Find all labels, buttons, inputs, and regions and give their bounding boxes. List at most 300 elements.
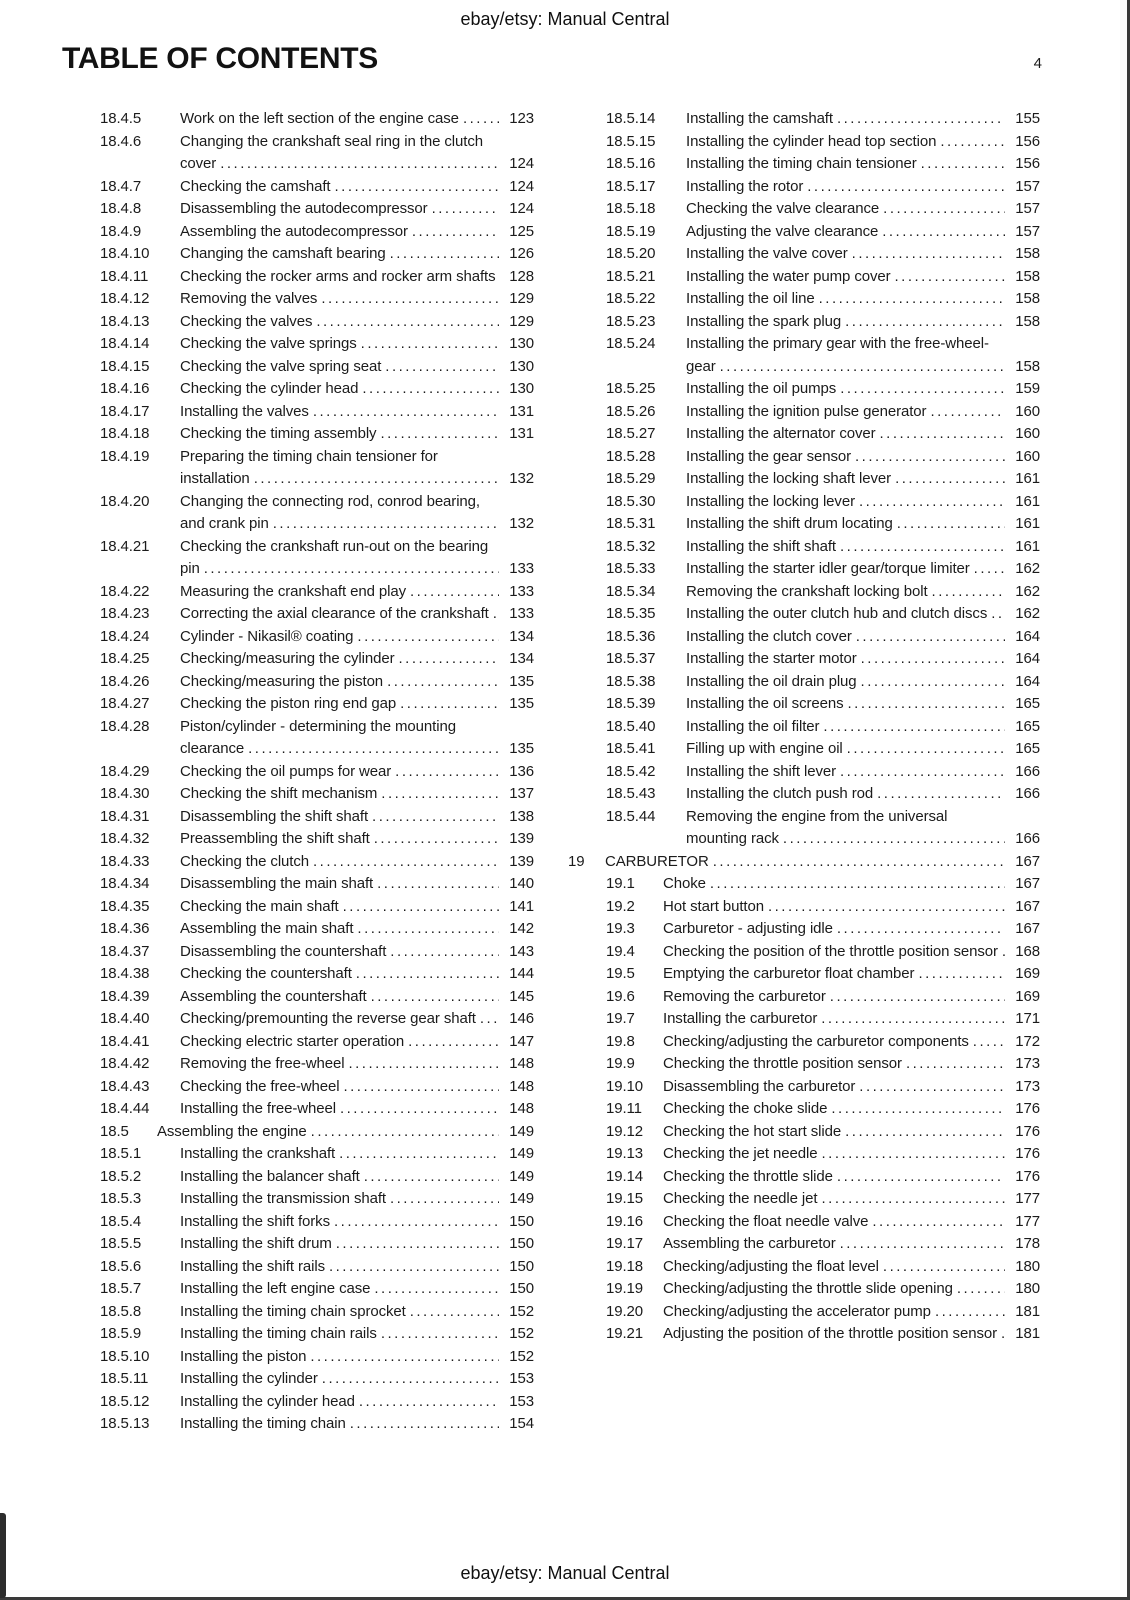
toc-entry-page: 162	[1015, 582, 1040, 600]
toc-entry-number: 18.5.3	[100, 1190, 142, 1207]
toc-entry-number: 18.5.2	[100, 1167, 142, 1185]
toc-entry[interactable]	[62, 851, 534, 874]
toc-entry[interactable]	[568, 401, 1040, 424]
toc-entry[interactable]	[62, 1278, 534, 1301]
toc-entry[interactable]	[568, 266, 1040, 289]
toc-entry-number: 18.4.7	[100, 177, 142, 195]
toc-entry[interactable]	[568, 1278, 1040, 1301]
toc-entry-page: 157	[1015, 200, 1040, 217]
toc-entry[interactable]	[62, 1008, 534, 1031]
toc-entry[interactable]	[568, 423, 1040, 446]
toc-entry-title: Checking the valve spring seat	[180, 357, 382, 375]
header-text: ebay/etsy: Manual Central	[460, 9, 670, 29]
toc-entry[interactable]	[568, 671, 1040, 694]
toc-entry[interactable]	[568, 1211, 1040, 1234]
toc-entry-title: Installing the starter motor	[686, 650, 857, 667]
toc-entry-number: 18.5.16	[606, 155, 656, 172]
toc-entry[interactable]	[568, 1098, 1040, 1121]
toc-entry[interactable]	[568, 198, 1040, 221]
toc-entry-number: 18.4.21	[100, 537, 150, 555]
toc-entry[interactable]	[568, 851, 1040, 874]
toc-entry-page: 133	[509, 582, 534, 600]
toc-entry-title: Installing the cylinder head	[180, 1392, 355, 1410]
toc-entry[interactable]	[568, 806, 1040, 851]
toc-column-left	[62, 108, 534, 1436]
toc-entry-page: 141	[509, 897, 534, 915]
toc-entry[interactable]	[62, 131, 534, 176]
toc-entry-number: 19.1	[606, 875, 635, 892]
toc-entry-number: 18.5.23	[606, 312, 656, 330]
toc-entry-title: Changing the crankshaft seal ring in the clutch cover	[180, 132, 483, 172]
toc-entry[interactable]	[62, 986, 534, 1009]
toc-entry[interactable]	[568, 693, 1040, 716]
toc-entry[interactable]	[62, 1031, 534, 1054]
toc-column-right	[568, 108, 1040, 1436]
toc-entry-page: 156	[1015, 132, 1040, 150]
toc-entry-title: Installing the shift lever	[686, 762, 836, 780]
toc-entry-title: Installing the timing chain tensioner	[686, 155, 917, 172]
toc-entry-page: 148	[509, 1077, 534, 1095]
toc-entry[interactable]	[568, 221, 1040, 244]
toc-entry[interactable]	[62, 1076, 534, 1099]
toc-entry[interactable]	[62, 266, 534, 289]
toc-entry[interactable]	[568, 738, 1040, 761]
toc-entry-number: 18.5.26	[606, 402, 656, 420]
toc-entry-number: 19.14	[606, 1167, 644, 1185]
toc-entry[interactable]	[568, 986, 1040, 1009]
toc-entry[interactable]	[568, 468, 1040, 491]
toc-entry[interactable]	[568, 941, 1040, 964]
toc-entry-page: 158	[1015, 267, 1040, 285]
toc-entry-number: 18.5.36	[606, 627, 656, 645]
toc-entry-page: 149	[509, 1167, 534, 1185]
toc-entry-title: Choke	[663, 875, 706, 892]
toc-entry[interactable]	[62, 806, 534, 829]
toc-entry-title: Checking/adjusting the float level	[663, 1257, 879, 1275]
toc-entry-page: 124	[509, 177, 534, 195]
toc-entry-number: 19.19	[606, 1280, 644, 1297]
toc-entry[interactable]	[568, 491, 1040, 514]
toc-entry[interactable]	[568, 558, 1040, 581]
toc-entry[interactable]	[62, 221, 534, 244]
toc-entry[interactable]	[568, 1121, 1040, 1144]
toc-entry[interactable]	[568, 536, 1040, 559]
toc-entry-page: 155	[1015, 110, 1040, 127]
toc-entry-title: Checking/adjusting the throttle slide opening	[663, 1280, 953, 1297]
toc-entry[interactable]	[568, 1188, 1040, 1211]
toc-entry[interactable]	[62, 311, 534, 334]
toc-entry-number: 18.4.11	[100, 267, 149, 285]
toc-entry-page: 173	[1015, 1055, 1040, 1072]
toc-entry[interactable]	[568, 288, 1040, 311]
toc-entry[interactable]	[62, 693, 534, 716]
toc-entry-title: Installing the shift drum locating	[686, 515, 893, 532]
toc-entry-number: 18.4.36	[100, 920, 150, 937]
toc-entry-page: 161	[1015, 537, 1040, 555]
toc-entry-page: 132	[509, 515, 534, 532]
toc-entry-title: Installing the starter idler gear/torque limiter	[686, 560, 970, 577]
toc-entry-page: 144	[509, 965, 534, 982]
toc-entry[interactable]	[568, 896, 1040, 919]
title-row	[62, 42, 1042, 76]
toc-entry-title: Installing the primary gear with the free-wheel-gear	[686, 335, 989, 375]
toc-entry[interactable]	[62, 1256, 534, 1279]
toc-entry-title: Installing the free-wheel	[180, 1100, 336, 1117]
toc-entry-page: 178	[1015, 1235, 1040, 1252]
toc-entry-page: 159	[1015, 380, 1040, 397]
toc-entry[interactable]	[62, 423, 534, 446]
toc-entry[interactable]	[62, 716, 534, 761]
toc-entry[interactable]	[568, 626, 1040, 649]
toc-entry-page: 139	[509, 852, 534, 870]
toc-entry-number: 18.5.5	[100, 1235, 142, 1252]
toc-entry-title: Installing the valve cover	[686, 245, 848, 262]
toc-entry[interactable]	[62, 671, 534, 694]
toc-entry-page: 129	[509, 290, 534, 307]
toc-entry[interactable]	[62, 1121, 534, 1144]
toc-entry-page: 176	[1015, 1122, 1040, 1140]
toc-entry[interactable]	[62, 108, 534, 131]
toc-entry-page: 142	[509, 920, 534, 937]
toc-entry-number: 18.4.14	[100, 335, 150, 352]
toc-entry-page: 168	[1015, 942, 1040, 960]
toc-entry-number: 18.4.39	[100, 987, 150, 1005]
toc-entry-number: 18.4.15	[100, 357, 150, 375]
toc-entry-title: Checking the jet needle	[663, 1145, 818, 1162]
toc-entry[interactable]	[568, 1053, 1040, 1076]
toc-entry[interactable]	[62, 1233, 534, 1256]
toc-entry[interactable]	[568, 1256, 1040, 1279]
toc-entry-title: Checking electric starter operation	[180, 1032, 405, 1050]
toc-entry-title: Installing the rotor	[686, 177, 804, 195]
toc-entry-page: 128	[509, 267, 534, 285]
toc-entry-number: 18.4.16	[100, 380, 150, 397]
toc-entry-title: Disassembling the countershaft	[180, 942, 387, 960]
toc-entry[interactable]	[62, 446, 534, 491]
toc-entry-page: 149	[509, 1122, 534, 1140]
toc-entry-number: 18.4.33	[100, 852, 150, 870]
toc-entry-page: 150	[509, 1280, 534, 1297]
toc-entry[interactable]	[568, 1233, 1040, 1256]
toc-entry-page: 160	[1015, 425, 1040, 442]
toc-entry[interactable]	[568, 1076, 1040, 1099]
toc-entry-number: 18.4.13	[100, 312, 150, 330]
toc-entry[interactable]	[568, 761, 1040, 784]
toc-entry-page: 177	[1015, 1212, 1040, 1230]
toc-entry-page: 160	[1015, 402, 1040, 420]
toc-entry-number: 19.16	[606, 1212, 644, 1230]
toc-entry[interactable]	[568, 333, 1040, 378]
toc-entry-page: 153	[509, 1392, 534, 1410]
toc-entry-number: 18.4.38	[100, 965, 150, 982]
toc-entry-page: 164	[1015, 672, 1040, 690]
toc-entry[interactable]	[568, 311, 1040, 334]
toc-entry-page: 139	[509, 830, 534, 847]
toc-entry[interactable]	[568, 1008, 1040, 1031]
toc-entry[interactable]	[62, 1323, 534, 1346]
toc-entry-number: 18.5.6	[100, 1257, 142, 1275]
toc-entry-number: 18.4.30	[100, 785, 150, 802]
toc-entry-page: 148	[509, 1055, 534, 1072]
toc-entry[interactable]	[568, 716, 1040, 739]
toc-entry-number: 18.4.28	[100, 717, 150, 735]
toc-entry[interactable]	[62, 1053, 534, 1076]
toc-entry[interactable]	[568, 1143, 1040, 1166]
toc-entry-page: 165	[1015, 695, 1040, 712]
toc-entry[interactable]	[62, 1346, 534, 1369]
toc-entry-number: 18.4.19	[100, 447, 150, 465]
toc-entry-page: 180	[1015, 1280, 1040, 1297]
toc-entry-title: Checking the free-wheel	[180, 1077, 340, 1095]
toc-entry-title: Removing the free-wheel	[180, 1055, 345, 1072]
toc-entry-page: 180	[1015, 1257, 1040, 1275]
toc-entry-title: Assembling the countershaft	[180, 987, 367, 1005]
toc-entry-page: 158	[1015, 290, 1040, 307]
toc-entry[interactable]	[62, 1188, 534, 1211]
toc-entry-number: 18.5.34	[606, 582, 656, 600]
toc-entry[interactable]	[62, 378, 534, 401]
toc-entry-number: 18.5.29	[606, 470, 656, 487]
toc-entry[interactable]	[568, 176, 1040, 199]
toc-entry[interactable]	[568, 603, 1040, 626]
toc-entry-page: 160	[1015, 447, 1040, 465]
toc-entry-page: 167	[1015, 897, 1040, 915]
toc-entry-title: Installing the oil screens	[686, 695, 844, 712]
toc-entry-number: 18.5.13	[100, 1415, 150, 1432]
toc-entry-page: 181	[1015, 1302, 1040, 1320]
toc-entry[interactable]	[62, 243, 534, 266]
toc-entry-number: 18.5.11	[100, 1370, 149, 1387]
toc-entry[interactable]	[568, 873, 1040, 896]
toc-entry[interactable]	[62, 198, 534, 221]
toc-entry-number: 18.5.19	[606, 222, 656, 240]
toc-entry-title: Correcting the axial clearance of the crankshaft	[180, 605, 489, 622]
toc-entry-number: 18.4.12	[100, 290, 150, 307]
toc-entry-page: 135	[509, 740, 534, 757]
toc-entry-title: Installing the clutch push rod	[686, 785, 874, 802]
toc-entry[interactable]	[62, 491, 534, 536]
toc-entry-number: 18.4.29	[100, 762, 150, 780]
toc-entry-page: 149	[509, 1190, 534, 1207]
toc-entry[interactable]	[62, 1211, 534, 1234]
toc-entry[interactable]	[62, 648, 534, 671]
toc-entry-number: 18.5.7	[100, 1280, 142, 1297]
toc-entry-number: 19.9	[606, 1055, 635, 1072]
toc-entry[interactable]	[62, 1301, 534, 1324]
toc-entry-title: Checking the shift mechanism	[180, 785, 378, 802]
toc-entry[interactable]	[568, 108, 1040, 131]
toc-entry-number: 18.4.8	[100, 200, 142, 217]
toc-entry-number: 18.4.41	[100, 1032, 150, 1050]
toc-entry-page: 164	[1015, 650, 1040, 667]
toc-entry-number: 18.5.35	[606, 605, 656, 622]
toc-entry[interactable]	[568, 1166, 1040, 1189]
toc-entry-number: 18.4.27	[100, 695, 150, 712]
toc-entry[interactable]	[62, 1143, 534, 1166]
toc-entry-title: Checking the crankshaft run-out on the bearing pin	[180, 537, 489, 577]
toc-entry-title: Installing the oil drain plug	[686, 672, 857, 690]
toc-entry[interactable]	[568, 378, 1040, 401]
toc-entry[interactable]	[568, 446, 1040, 469]
toc-entry-title: Preassembling the shift shaft	[180, 830, 370, 847]
toc-entry-number: 18.4.18	[100, 425, 150, 442]
toc-entry[interactable]	[568, 918, 1040, 941]
toc-entry-title: Installing the timing chain	[180, 1415, 346, 1432]
toc-entry-page: 181	[1015, 1325, 1040, 1342]
toc-entry-page: 176	[1015, 1145, 1040, 1162]
toc-entry-number: 18.4.43	[100, 1077, 150, 1095]
toc-entry-page: 157	[1015, 177, 1040, 195]
toc-entry[interactable]	[62, 918, 534, 941]
toc-entry[interactable]	[62, 963, 534, 986]
toc-entry-title: Checking the valves	[180, 312, 313, 330]
toc-entry[interactable]	[62, 581, 534, 604]
toc-entry-number: 19.21	[606, 1325, 644, 1342]
toc-entry[interactable]	[62, 828, 534, 851]
toc-entry-page: 150	[509, 1257, 534, 1275]
toc-entry[interactable]	[62, 536, 534, 581]
toc-entry[interactable]	[568, 963, 1040, 986]
toc-entry[interactable]	[62, 176, 534, 199]
toc-entry-title: Installing the alternator cover	[686, 425, 876, 442]
toc-entry-page: 133	[509, 560, 534, 577]
toc-entry-page: 136	[509, 762, 534, 780]
toc-entry-number: 18.4.35	[100, 897, 150, 915]
toc-entry-number: 18.5.24	[606, 335, 656, 352]
toc-entry-title: Disassembling the main shaft	[180, 875, 374, 892]
toc-entry-page: 145	[509, 987, 534, 1005]
toc-entry[interactable]	[62, 761, 534, 784]
toc-entry[interactable]	[568, 513, 1040, 536]
toc-entry-title: Checking/premounting the reverse gear shaft	[180, 1010, 476, 1027]
toc-entry-title: Checking the countershaft	[180, 965, 352, 982]
toc-entry-number: 18.5.21	[606, 267, 656, 285]
toc-entry[interactable]	[568, 131, 1040, 154]
toc-entry-number: 18.4.25	[100, 650, 150, 667]
toc-entry-number: 18.5.39	[606, 695, 656, 712]
toc-entry-title: Installing the shift rails	[180, 1257, 325, 1275]
toc-entry-title: Checking the oil pumps for wear	[180, 762, 392, 780]
toc-entry-page: 138	[509, 807, 534, 825]
toc-entry[interactable]	[62, 356, 534, 379]
toc-entry[interactable]	[568, 648, 1040, 671]
toc-entry-number: 19.11	[606, 1100, 642, 1117]
toc-entry-number: 18.5.4	[100, 1212, 142, 1230]
toc-entry[interactable]	[62, 288, 534, 311]
toc-entry-title: Assembling the main shaft	[180, 920, 354, 937]
toc-entry-title: Removing the carburetor	[663, 987, 826, 1005]
toc-entry-number: 18.5.40	[606, 717, 656, 735]
toc-entry-number: 18.5.32	[606, 537, 656, 555]
toc-entry-title: Assembling the engine	[157, 1122, 307, 1140]
toc-entry[interactable]	[62, 896, 534, 919]
toc-entry-page: 176	[1015, 1100, 1040, 1117]
toc-entry-number: 18.5.31	[606, 515, 656, 532]
toc-entry-title: Checking the choke slide	[663, 1100, 828, 1117]
toc-entry-page: 173	[1015, 1077, 1040, 1095]
toc-entry[interactable]	[62, 941, 534, 964]
toc-entry-title: Assembling the autodecompressor	[180, 222, 408, 240]
toc-entry[interactable]	[568, 1031, 1040, 1054]
toc-entry-page: 156	[1015, 155, 1040, 172]
toc-entry[interactable]	[62, 1391, 534, 1414]
toc-entry[interactable]	[62, 1166, 534, 1189]
toc-entry-title: Cylinder - Nikasil® coating	[180, 627, 354, 645]
toc-entry-page: 149	[509, 1145, 534, 1162]
toc-entry-title: Checking the main shaft	[180, 897, 339, 915]
toc-entry-title: Adjusting the position of the throttle position sensor	[663, 1325, 997, 1342]
toc-entry-page: 166	[1015, 785, 1040, 802]
toc-entry[interactable]	[62, 333, 534, 356]
toc-entry-number: 18.4.5	[100, 110, 142, 127]
toc-entry[interactable]	[62, 783, 534, 806]
toc-entry-title: Emptying the carburetor float chamber	[663, 965, 915, 982]
toc-entry-title: Work on the left section of the engine case	[180, 110, 459, 127]
toc-entry-title: Filling up with engine oil	[686, 740, 843, 757]
toc-entry[interactable]	[568, 243, 1040, 266]
toc-entry-page: 152	[509, 1347, 534, 1365]
toc-entry-title: Removing the crankshaft locking bolt	[686, 582, 928, 600]
toc-entry[interactable]	[62, 873, 534, 896]
toc-entry-number: 19.6	[606, 987, 635, 1005]
toc-entry-number: 18.4.26	[100, 672, 150, 690]
toc-entry-number: 18.4.20	[100, 492, 150, 510]
toc-entry-number: 18.5.25	[606, 380, 656, 397]
toc-entry[interactable]	[568, 1301, 1040, 1324]
toc-entry-number: 19.10	[606, 1077, 644, 1095]
toc-entry-title: Changing the connecting rod, conrod bearing, and crank pin	[180, 492, 480, 532]
toc-entry-title: Hot start button	[663, 897, 764, 915]
toc-entry[interactable]	[568, 581, 1040, 604]
toc-entry-page: 166	[1015, 830, 1040, 847]
toc-entry-title: Removing the engine from the universal mounting rack	[686, 807, 948, 847]
toc-entry-page: 162	[1015, 605, 1040, 622]
toc-entry-title: Checking the float needle valve	[663, 1212, 869, 1230]
toc-entry-title: Measuring the crankshaft end play	[180, 582, 406, 600]
toc-entry-number: 18.4.10	[100, 245, 150, 262]
toc-entry-title: Checking/adjusting the accelerator pump	[663, 1302, 931, 1320]
toc-entry[interactable]	[62, 603, 534, 626]
toc-entry-number: 18.5.33	[606, 560, 656, 577]
toc-entry-page: 133	[509, 605, 534, 622]
toc-entry-number: 18.5	[100, 1122, 129, 1140]
toc-entry-title: Checking the timing assembly	[180, 425, 377, 442]
toc-entry[interactable]	[62, 401, 534, 424]
toc-entry[interactable]	[568, 153, 1040, 176]
toc-entry-title: Checking the hot start slide	[663, 1122, 842, 1140]
toc-entry-page: 169	[1015, 965, 1040, 982]
toc-entry-title: Installing the timing chain sprocket	[180, 1302, 406, 1320]
toc-entry[interactable]	[62, 1413, 534, 1436]
toc-entry-title: Disassembling the carburetor	[663, 1077, 856, 1095]
toc-entry-page: 134	[509, 650, 534, 667]
toc-entry[interactable]	[568, 1323, 1040, 1346]
toc-entry-number: 18.4.37	[100, 942, 150, 960]
toc-entry-number: 18.4.6	[100, 132, 142, 150]
toc-entry-title: Installing the oil filter	[686, 717, 820, 735]
toc-entry[interactable]	[62, 626, 534, 649]
toc-entry[interactable]	[568, 783, 1040, 806]
toc-entry[interactable]	[62, 1368, 534, 1391]
toc-entry-title: Installing the crankshaft	[180, 1145, 336, 1162]
toc-entry-number: 19.13	[606, 1145, 644, 1162]
page-title: TABLE OF CONTENTS	[62, 42, 378, 75]
toc-entry-page: 169	[1015, 987, 1040, 1005]
toc-entry-page: 176	[1015, 1167, 1040, 1185]
toc-entry-number: 18.4.34	[100, 875, 150, 892]
toc-entry[interactable]	[62, 1098, 534, 1121]
toc-entry-page: 135	[509, 695, 534, 712]
